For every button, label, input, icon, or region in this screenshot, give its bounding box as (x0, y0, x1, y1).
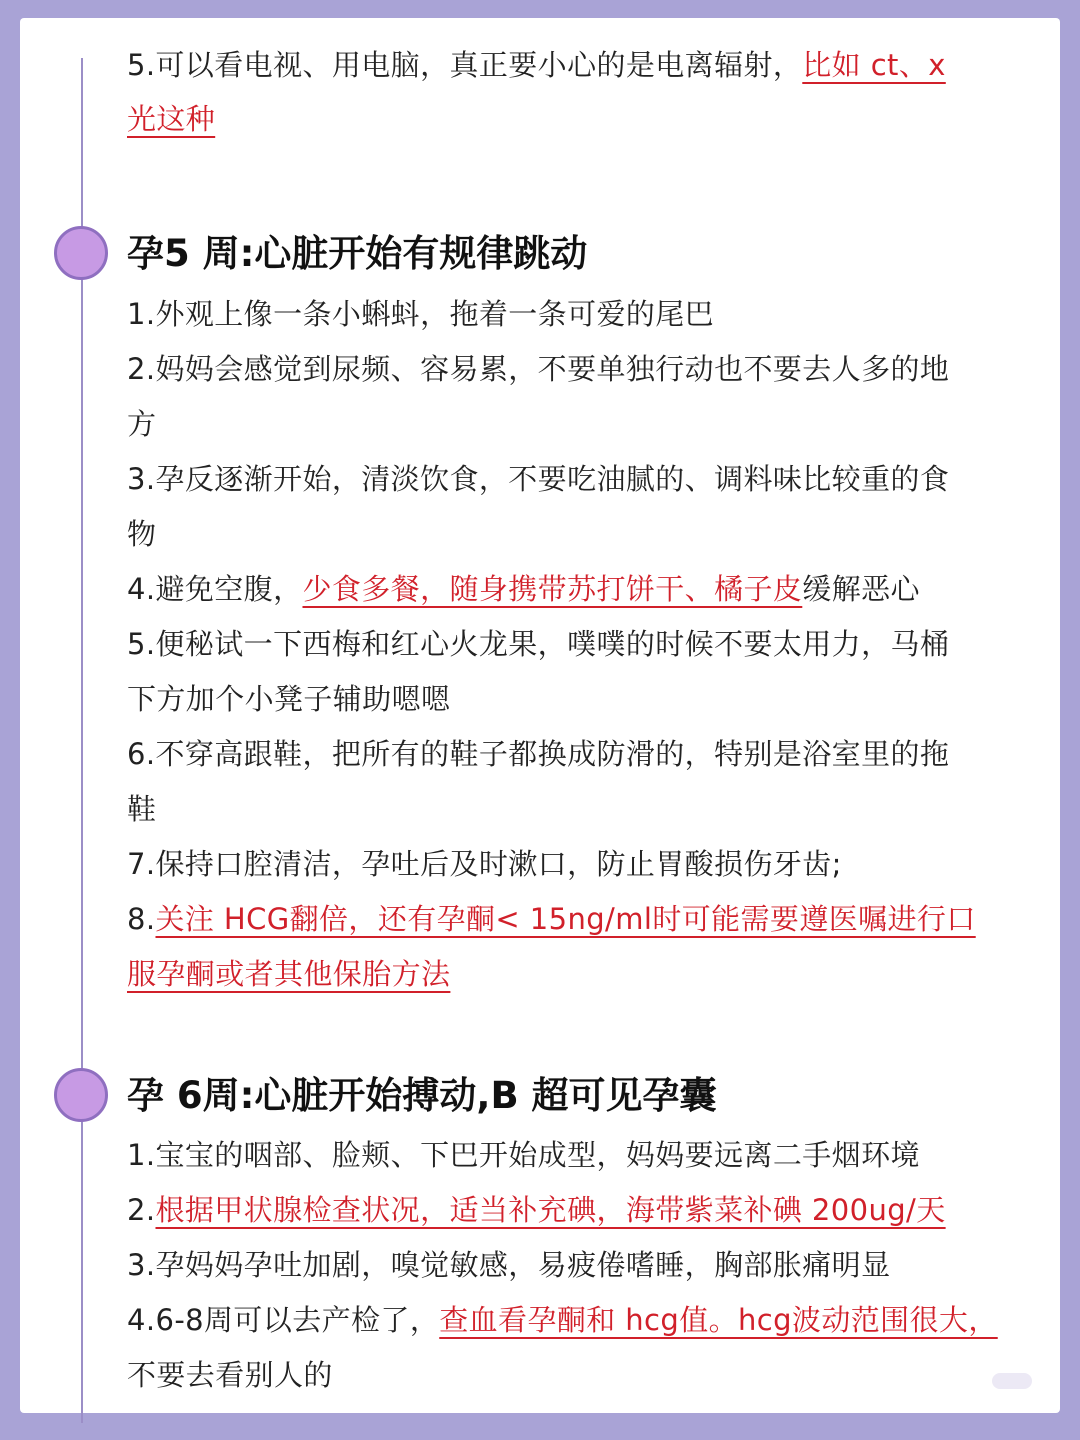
week5-item-4-prefix: 4.避免空腹， (127, 572, 303, 606)
week6-item-1: 1.宝宝的咽部、脸颊、下巴开始成型，妈妈要远离二手烟环境 (127, 1138, 920, 1172)
week6-item-2-highlight: 根据甲状腺检查状况，适当补充碘，海带紫菜补碘 200ug/天 (155, 1193, 946, 1227)
week5-item-8-prefix: 8. (127, 902, 156, 936)
week6-item-4-line-1 (127, 1292, 1037, 1348)
week5-item-8-line-2 (127, 946, 1037, 1002)
week5-item-8-highlight-cont: 服孕酮或者其他保胎方法 (127, 957, 451, 991)
watermark-badge (992, 1373, 1032, 1389)
week6-item-2 (127, 1182, 1037, 1238)
top-item-highlight-cont: 光这种 (127, 102, 216, 136)
week5-item-1: 1.外观上像一条小蝌蚪，拖着一条可爱的尾巴 (127, 297, 715, 331)
top-item-highlight: 比如 ct、x (802, 48, 946, 82)
week5-item-4-highlight: 少食多餐，随身携带苏打饼干、橘子皮 (302, 572, 803, 606)
week5-item-2-line-2: 方 (127, 407, 157, 441)
top-item-line-1 (127, 37, 1037, 93)
week6-item-4-line-2: 不要去看别人的 (127, 1358, 333, 1392)
week6-heading: 孕 6周:心脏开始搏动,B 超可见孕囊 (127, 1074, 717, 1117)
week5-heading: 孕5 周:心脏开始有规律跳动 (127, 232, 588, 275)
week6-item-3: 3.孕妈妈孕吐加剧，嗅觉敏感，易疲倦嗜睡，胸部胀痛明显 (127, 1248, 891, 1282)
week5-item-8-line-1 (127, 891, 1037, 947)
week5-item-6-line-1: 6.不穿高跟鞋，把所有的鞋子都换成防滑的，特别是浴室里的拖 (127, 737, 950, 771)
top-item-text: 5.可以看电视、用电脑，真正要小心的是电离辐射， (127, 48, 803, 82)
week5-item-5-line-1: 5.便秘试一下西梅和红心火龙果，噗噗的时候不要太用力，马桶 (127, 627, 950, 661)
week5-item-8-highlight: 关注 HCG翻倍，还有孕酮< 15ng/ml时可能需要遵医嘱进行口 (155, 902, 976, 936)
top-item-line-2 (127, 91, 1037, 147)
week6-item-2-prefix: 2. (127, 1193, 156, 1227)
week5-item-6-line-2: 鞋 (127, 792, 157, 826)
week6-item-4-highlight: 查血看孕酮和 hcg值。hcg波动范围很大， (439, 1303, 998, 1337)
week5-item-4-suffix: 缓解恶心 (802, 572, 920, 606)
note-card (20, 18, 1060, 1413)
week5-item-7: 7.保持口腔清洁，孕吐后及时漱口，防止胃酸损伤牙齿; (127, 847, 842, 881)
week5-item-2-line-1: 2.妈妈会感觉到尿频、容易累，不要单独行动也不要去人多的地 (127, 352, 950, 386)
week5-item-3-line-1: 3.孕反逐渐开始，清淡饮食，不要吃油腻的、调料味比较重的食 (127, 462, 950, 496)
week5-item-5-line-2: 下方加个小凳子辅助嗯嗯 (127, 682, 451, 716)
week6-item-4-prefix: 4.6-8周可以去产检了， (127, 1303, 440, 1337)
timeline-dot-week5 (54, 226, 108, 280)
week5-item-3-line-2: 物 (127, 517, 157, 551)
week5-item-4 (127, 561, 1037, 617)
timeline-dot-week6 (54, 1068, 108, 1122)
